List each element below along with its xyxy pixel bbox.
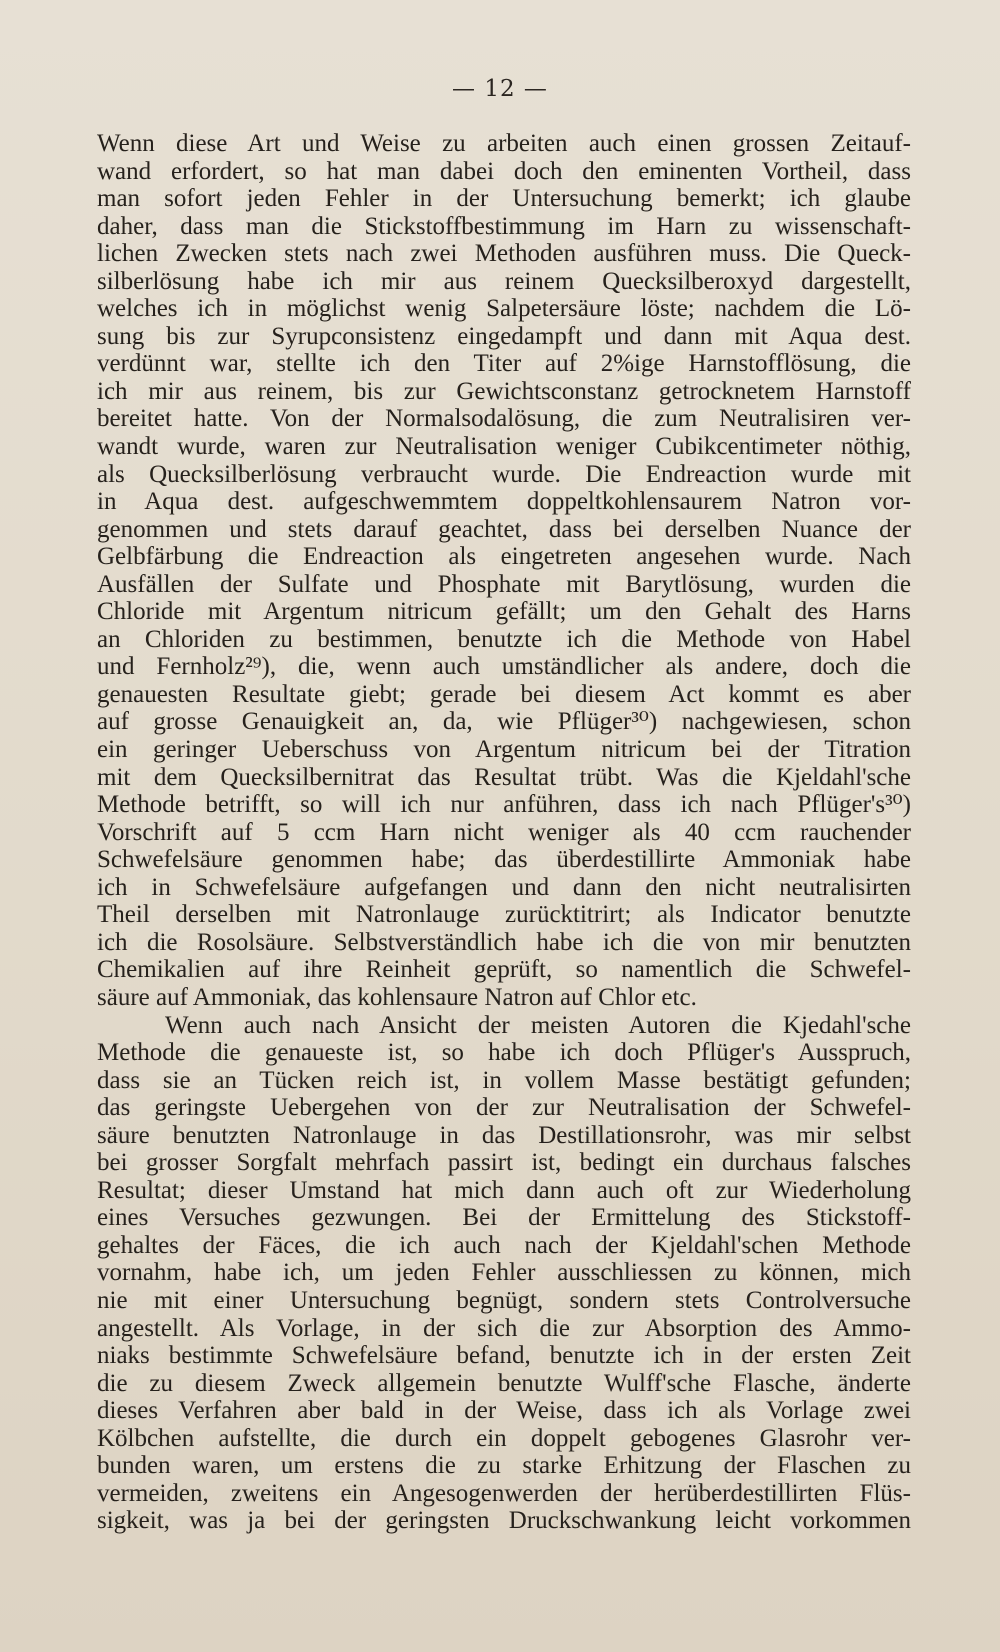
- text-line: verdünnt war, stellte ich den Titer auf 2%ige Harnstofflösung, die: [97, 350, 911, 378]
- text-line: säure auf Ammoniak, das kohlensaure Natron auf Chlor etc.: [97, 983, 697, 1011]
- text-line: mit dem Quecksilbernitrat das Resultat trübt. Was die Kjeldahl'sche: [97, 763, 911, 791]
- text-line: welches ich in möglichst wenig Salpetersäure löste; nachdem die Lö-: [97, 295, 911, 323]
- text-line: bei grosser Sorgfalt mehrfach passirt ist, bedingt ein durchaus falsches: [97, 1149, 911, 1177]
- text-line: vermeiden, zweitens ein Angesogenwerden der herüberdestillirten Flüs-: [97, 1479, 911, 1507]
- text-line: ich die Rosolsäure. Selbstverständlich habe ich die von mir benutzten: [97, 928, 911, 956]
- text-line: bunden waren, um erstens die zu starke Erhitzung der Flaschen zu: [97, 1452, 911, 1480]
- text-line: niaks bestimmte Schwefelsäure befand, benutzte ich in der ersten Zeit: [97, 1342, 911, 1370]
- text-line: Methode die genaueste ist, so habe ich doch Pflüger's Ausspruch,: [97, 1039, 911, 1067]
- text-line: ich mir aus reinem, bis zur Gewichtsconstanz getrocknetem Harnstoff: [97, 377, 911, 405]
- text-line: die zu diesem Zweck allgemein benutzte Wulff'sche Flasche, änderte: [97, 1369, 911, 1397]
- text-line: bereitet hatte. Von der Normalsodalösung, die zum Neutralisiren ver-: [97, 405, 911, 433]
- text-line: sung bis zur Syrupconsistenz eingedampft und dann mit Aqua dest.: [97, 322, 911, 350]
- text-line: Resultat; dieser Umstand hat mich dann auch oft zur Wiederholung: [97, 1176, 911, 1204]
- text-line: nie mit einer Untersuchung begnügt, sondern stets Controlversuche: [97, 1286, 911, 1314]
- text-line: ich in Schwefelsäure aufgefangen und dann den nicht neutralisirten: [97, 873, 911, 901]
- text-line: genauesten Resultate giebt; gerade bei diesem Act kommt es aber: [97, 680, 911, 708]
- text-line: gehaltes der Fäces, die ich auch nach der Kjeldahl'schen Methode: [97, 1231, 911, 1259]
- text-line: Chemikalien auf ihre Reinheit geprüft, so namentlich die Schwefel-: [97, 956, 911, 984]
- text-line: das geringste Uebergehen von der zur Neutralisation der Schwefel-: [97, 1094, 911, 1122]
- text-line: angestellt. Als Vorlage, in der sich die zur Absorption des Ammo-: [97, 1314, 911, 1342]
- text-line: wandt wurde, waren zur Neutralisation weniger Cubikcentimeter nöthig,: [97, 433, 911, 461]
- text-line: Wenn auch nach Ansicht der meisten Autoren die Kjedahl'sche: [165, 1011, 911, 1039]
- text-line: dieses Verfahren aber bald in der Weise, dass ich als Vorlage zwei: [97, 1397, 911, 1425]
- text-line: eines Versuches gezwungen. Bei der Ermittelung des Stickstoff-: [97, 1204, 911, 1232]
- text-line: daher, dass man die Stickstoffbestimmung im Harn zu wissenschaft-: [97, 212, 911, 240]
- page-number: — 12 —: [452, 76, 548, 102]
- text-line: lichen Zwecken stets nach zwei Methoden ausführen muss. Die Queck-: [97, 240, 911, 268]
- text-line: silberlösung habe ich mir aus reinem Quecksilberoxyd dargestellt,: [97, 267, 911, 295]
- text-line: als Quecksilberlösung verbraucht wurde. Die Endreaction wurde mit: [97, 460, 911, 488]
- text-line: genommen und stets darauf geachtet, dass bei derselben Nuance der: [97, 515, 911, 543]
- text-line: in Aqua dest. aufgeschwemmtem doppeltkohlensaurem Natron vor-: [97, 488, 911, 516]
- text-line: man sofort jeden Fehler in der Untersuchung bemerkt; ich glaube: [97, 185, 911, 213]
- text-line: Gelbfärbung die Endreaction als eingetreten angesehen wurde. Nach: [97, 543, 911, 571]
- text-line: Methode betrifft, so will ich nur anführen, dass ich nach Pflüger's³⁰): [97, 791, 911, 819]
- text-line: dass sie an Tücken reich ist, in vollem Masse bestätigt gefunden;: [97, 1066, 911, 1094]
- text-line: auf grosse Genauigkeit an, da, wie Pflüger³⁰) nachgewiesen, schon: [97, 708, 911, 736]
- text-line: vornahm, habe ich, um jeden Fehler ausschliessen zu können, mich: [97, 1259, 911, 1287]
- text-line: Ausfällen der Sulfate und Phosphate mit Barytlösung, wurden die: [97, 570, 911, 598]
- text-line: Vorschrift auf 5 ccm Harn nicht weniger als 40 ccm rauchender: [97, 818, 911, 846]
- text-line: säure benutzten Natronlauge in das Destillationsrohr, was mir selbst: [97, 1121, 911, 1149]
- text-line: Wenn diese Art und Weise zu arbeiten auch einen grossen Zeitauf-: [97, 130, 911, 157]
- text-line: Theil derselben mit Natronlauge zurücktitrirt; als Indicator benutzte: [97, 901, 911, 929]
- text-line: wand erfordert, so hat man dabei doch den eminenten Vortheil, dass: [97, 157, 911, 185]
- text-line: und Fernholz²⁹), die, wenn auch umständlicher als andere, doch die: [97, 653, 911, 681]
- text-line: ein geringer Ueberschuss von Argentum nitricum bei der Titration: [97, 736, 911, 764]
- text-line: an Chloriden zu bestimmen, benutzte ich die Methode von Habel: [97, 625, 911, 653]
- text-line: Kölbchen aufstellte, die durch ein doppelt gebogenes Glasrohr ver-: [97, 1424, 911, 1452]
- text-line: sigkeit, was ja bei der geringsten Druckschwankung leicht vorkommen: [97, 1507, 911, 1535]
- text-line: Schwefelsäure genommen habe; das überdestillirte Ammoniak habe: [97, 846, 911, 874]
- body-text: [97, 130, 911, 1535]
- text-line: Chloride mit Argentum nitricum gefällt; um den Gehalt des Harns: [97, 598, 911, 626]
